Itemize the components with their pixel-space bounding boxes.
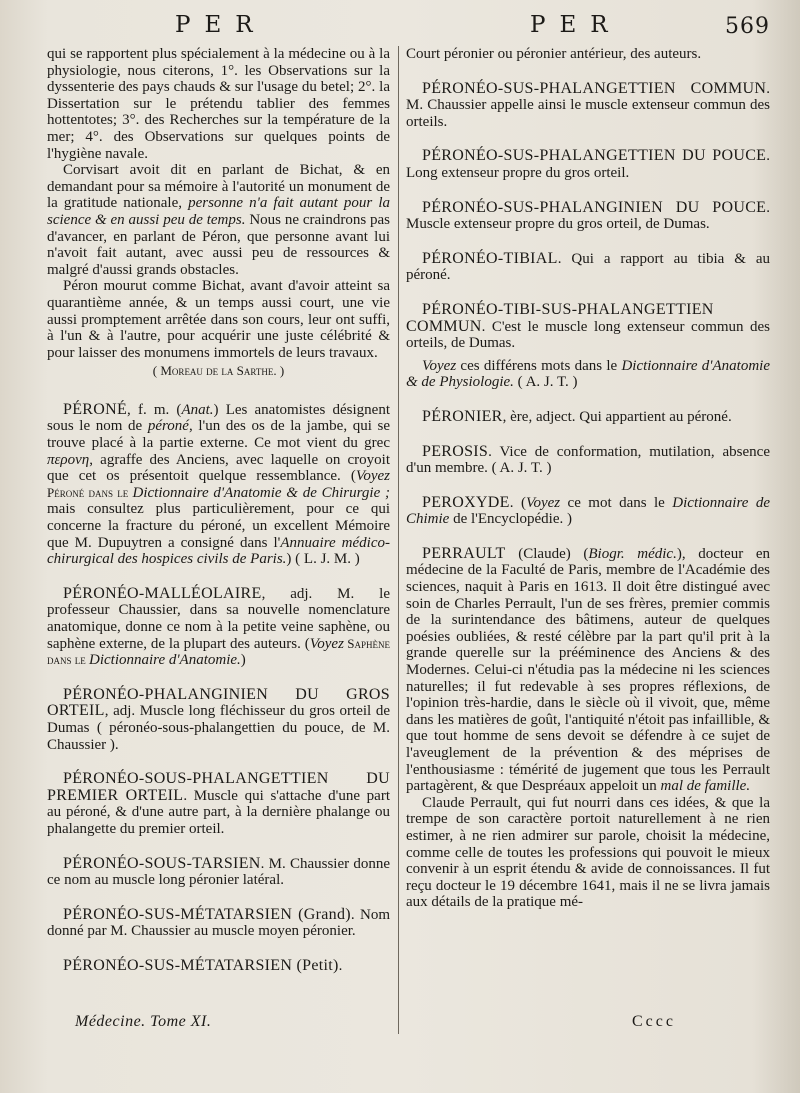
- entry-phalanginien-gros-orteil: PÉRONÉO-PHALANGINIEN DU GROS ORTEIL, adj. Muscle long fléchisseur du gros orteil de Dumas ( péronéo-sous-phalangettien du pouce, de M. Chaussier ).: [47, 685, 390, 753]
- entry-sus-phalangettien-commun: PÉRONÉO-SUS-PHALANGETTIEN COMMUN. M. Chaussier appelle ainsi le muscle extenseur commun des orteils.: [406, 79, 770, 130]
- entry-sus-phalangettien-pouce: PÉRONÉO-SUS-PHALANGETTIEN DU POUCE. Long extenseur propre du gros orteil.: [406, 147, 770, 181]
- left-column: [47, 46, 390, 993]
- headword: PERRAULT: [422, 544, 506, 562]
- headword: PÉRONÉO-SOUS-PHALANGETTIEN DU PREMIER ORTEIL: [47, 770, 390, 804]
- headword: PEROSIS: [422, 442, 489, 460]
- headword: PEROXYDE: [422, 493, 510, 511]
- headword: PÉRONÉO-SOUS-TARSIEN: [63, 854, 261, 872]
- intro-paragraph-2: Corvisart avoit dit en parlant de Bichat, & en demandant pour sa mémoire à l'autorité un monument de la gratitude nationale, personne n'a fait autant pour la science & en aussi peu de temps. Nous ne craindrons pas d'avancer, en parlant de Péron, que personne avant lui n'avoit fait autant, avec aussi peu de ressources & malgré d'aussi grands obstacles.: [47, 162, 390, 278]
- corvisart-quote: personne n'a fait autant pour la science & en aussi peu de temps.: [47, 195, 390, 228]
- headword: PÉRONÉ: [63, 400, 128, 418]
- voyez-note: Voyez ces différens mots dans le Dictionnaire d'Anatomie & de Physiologie. ( A. J. T. ): [406, 357, 770, 391]
- right-column: [406, 46, 770, 911]
- headword: PÉRONÉO-SUS-PHALANGINIEN DU POUCE: [422, 198, 767, 216]
- column-rule: [398, 46, 399, 1034]
- headword: PÉRONÉO-MALLÉOLAIRE: [63, 584, 262, 602]
- volume-footer: Médecine. Tome XI.: [75, 1013, 212, 1030]
- page-number: 569: [725, 14, 770, 39]
- running-head-right: PER: [530, 12, 622, 38]
- entry-metatarsien-grand: PÉRONÉO-SUS-MÉTATARSIEN (Grand). Nom donné par M. Chaussier au muscle moyen péronier.: [47, 905, 390, 940]
- headword: PÉRONÉO-TIBIAL: [422, 249, 558, 267]
- headword: PÉRONÉO-SUS-MÉTATARSIEN (Petit): [63, 956, 339, 974]
- entry-sus-phalanginien-pouce: PÉRONÉO-SUS-PHALANGINIEN DU POUCE. Muscle extenseur propre du gros orteil, de Dumas.: [406, 198, 770, 233]
- entry-peroxyde: PEROXYDE. (Voyez ce mot dans le Dictionnaire de Chimie de l'Encyclopédie. ): [406, 493, 770, 528]
- entry-perosis: PEROSIS. Vice de conformation, mutilation, absence d'un membre. ( A. J. T. ): [406, 442, 770, 477]
- author-signature: ( Moreau de la Sarthe. ): [152, 363, 285, 379]
- perrault-paragraph-2: Claude Perrault, qui fut nourri dans ces idées, & que la trempe de son caractère portoit naturellement à ne rien estimer, à ne rien admirer sur parole, choisit la médecine, comme celle de toutes les professions qui pouvoit le mieux convenir à un esprit étendu & avide de connoissances. Il fut reçu docteur le 19 décembre 1641, mais il ne se livra jamais aux détails de la pratique mé-: [406, 794, 770, 911]
- entry-tibi-sus-phalangettien: PÉRONÉO-TIBI-SUS-PHALANGETTIEN COMMUN. C'est le muscle long extenseur commun des orteils, de Dumas.: [406, 300, 770, 352]
- signature-mark: Cccc: [632, 1013, 676, 1030]
- headword: PÉRONÉO-PHALANGINIEN DU GROS ORTEIL: [47, 685, 390, 720]
- headword: PÉRONÉO-SUS-MÉTATARSIEN (Grand): [63, 905, 351, 923]
- entry-peronier: PÉRONIER, ère, adject. Qui appartient au péroné.: [422, 407, 732, 425]
- entry-sous-tarsien: PÉRONÉO-SOUS-TARSIEN. M. Chaussier donne ce nom au muscle long péronier latéral.: [47, 854, 390, 889]
- running-head-left: PER: [175, 12, 267, 38]
- headword: PÉRONIER: [422, 407, 503, 425]
- headword: PÉRONÉO-SUS-PHALANGETTIEN COMMUN: [422, 79, 767, 97]
- entry-perone: PÉRONÉ, f. m. (Anat.) Les anatomistes désignent sous le nom de péroné, l'un des os de la jambe, qui se trouve placé à la partie externe. Ce mot vient du grec περονη, agraffe des Anciens, avec laquelle on croyoit que cet os présentoit quelque ressemblance. (Voyez Péroné dans le Dictionnaire d'Anatomie & de Chirurgie ; mais consultez plus particulièrement, pour ce qui concerne la fracture du péroné, un excellent Mémoire que M. Dupuytren a consigné dans l'Annuaire médico-chirurgical des hospices civils de Paris.) ( L. J. M. ): [47, 400, 391, 568]
- entry-metatarsien-petit: PÉRONÉO-SUS-MÉTATARSIEN (Petit).: [63, 956, 343, 974]
- headword: PÉRONÉO-TIBI-SUS-PHALANGETTIEN COMMUN: [406, 300, 714, 335]
- entry-peroneo-malleolaire: PÉRONÉO-MALLÉOLAIRE, adj. M. le professeur Chaussier, dans sa nouvelle nomenclature anatomique, donne ce nom à la petite veine saphène, ou saphène externe, de la plupart des auteurs. (Voyez Saphène dans le Dictionnaire d'Anatomie.): [47, 584, 390, 669]
- headword: PÉRONÉO-SUS-PHALANGETTIEN DU POUCE: [422, 147, 767, 165]
- entry-sous-phalangettien: PÉRONÉO-SOUS-PHALANGETTIEN DU PREMIER ORTEIL. Muscle qui s'attache d'une part au péroné, & d'une autre part, à la dernière phalange ou phalangette du premier orteil.: [47, 770, 390, 837]
- intro-paragraph-1: qui se rapportent plus spécialement à la médecine ou à la physiologie, nous citerons, 1°. les Observations sur la dyssenterie des pays chauds & sur l'usage du betel; 2°. la Dissertation sur le prétendu tablier des femmes hottentotes; 3°. des Recherches sur la température de la mer; 4°. des Observations sur quelques points de l'hygiène navale.: [47, 46, 390, 162]
- entry-peroneo-tibial: PÉRONÉO-TIBIAL. Qui a rapport au tibia & au péroné.: [406, 249, 770, 284]
- intro-paragraph-3: Péron mourut comme Bichat, avant d'avoir atteint sa quarantième année, & un temps aussi court, une vie aussi promptement arrêtée dans son cours, leur ont suffi, à l'un & à l'autre, pour acquérir une juste célébrité & pour laisser des monumens immortels de leurs travaux.: [47, 278, 390, 361]
- greek-word: περονη: [47, 451, 90, 468]
- continuation-text: Court péronier ou péronier antérieur, des auteurs.: [406, 46, 702, 62]
- entry-perrault: PERRAULT (Claude) (Biogr. médic.), docteur en médecine de la Faculté de Paris, membre de l'Académie des sciences, naquit à Paris en 1613. Il doit être distingué avec soin de Charles Perrault, l'un de ses frères, premier commis de la surintendance des bâtimens, auteur de quelques poésies oubliées, & resté célèbre par la part qu'il prit à la grande querelle sur la prééminence des Anciens & des Modernes. Celui-ci n'étudia pas la médecine ni les sciences naturelles; il fut redevable à ses propres réflexions, de l'opinion très-hardie, dans le siècle où il vivoit, que, même dans les matières de goût, l'antiquité n'étoit pas infaillible, & que tout homme de sens devoit se défendre à ce sujet de l'aveuglement de la prévention & des méprises de l'enthousiasme : témérité de jugement que tous les Perrault partagèrent, & que Despréaux appeloit un mal de famille.: [406, 544, 770, 795]
